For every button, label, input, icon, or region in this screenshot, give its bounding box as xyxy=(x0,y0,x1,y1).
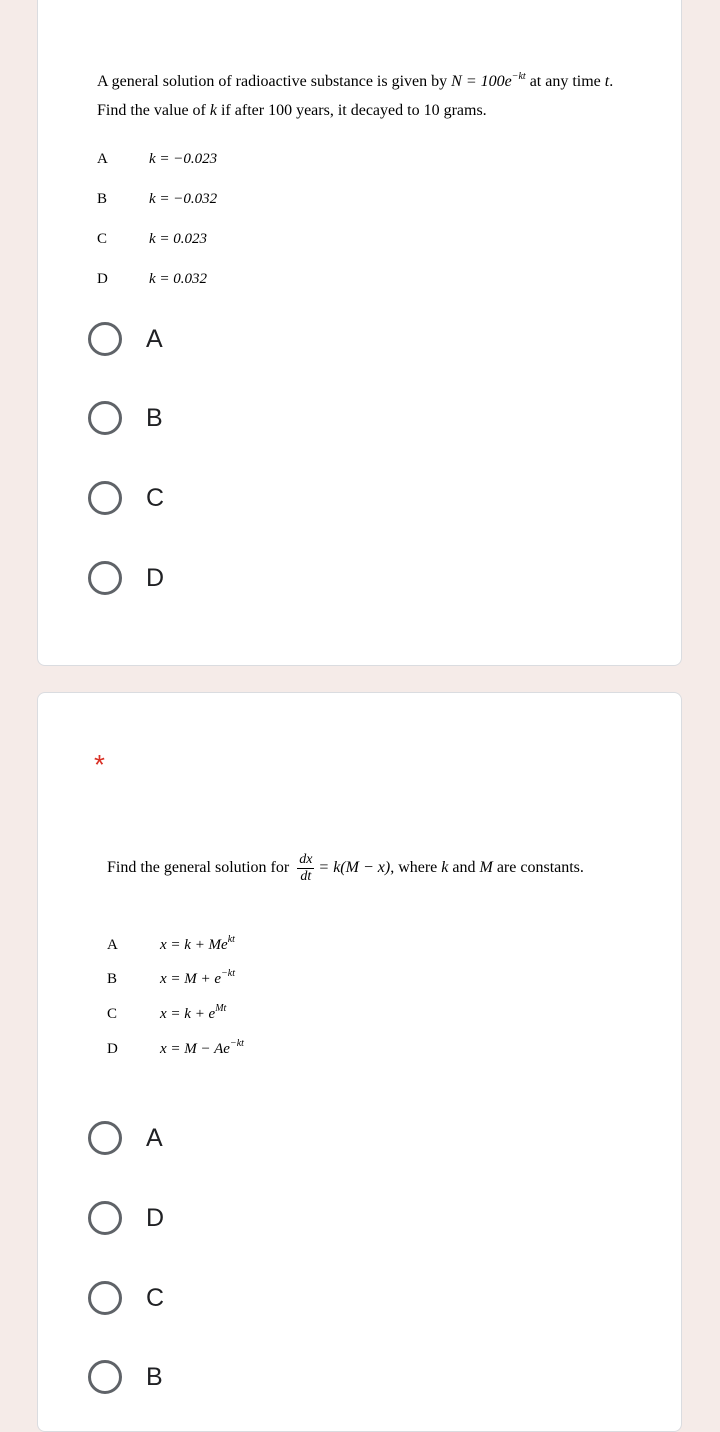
required-asterisk: * xyxy=(94,749,105,780)
radio-button-icon[interactable] xyxy=(88,1360,122,1394)
radio-button-icon[interactable] xyxy=(88,561,122,595)
radio-option-c[interactable]: C xyxy=(88,1278,288,1318)
radio-option-c[interactable]: C xyxy=(88,478,288,518)
radio-button-icon[interactable] xyxy=(88,1201,122,1235)
radio-button-icon[interactable] xyxy=(88,1281,122,1315)
question-card-1: A general solution of radioactive substance is given by $N = 100e^{-kt}$ at any time t. Find the value of k if after 100 years, it decayed to 10 grams. A k = −0.023 B k = −0.032 C k = 0.023 D k = 0.032 A B C D xyxy=(37,0,682,666)
derivative-fraction: $\frac{dx}{dt}$ xyxy=(299,851,313,884)
radio-option-a[interactable]: A xyxy=(88,1118,288,1158)
question-2-stem: Find the general solution for $\frac{dx}{dt}$ = k(M − x), where k and M are constants. xyxy=(107,851,584,884)
radio-button-icon[interactable] xyxy=(88,401,122,435)
radio-option-d[interactable]: D xyxy=(88,1198,288,1238)
radio-button-icon[interactable] xyxy=(88,1121,122,1155)
radio-option-b[interactable]: B xyxy=(88,398,288,438)
question-1-stem-line-1: A general solution of radioactive substance is given by $N = 100e^{-kt}$ at any time t. xyxy=(97,71,614,90)
radio-button-icon[interactable] xyxy=(88,481,122,515)
radio-option-b[interactable]: B xyxy=(88,1357,288,1397)
radio-button-icon[interactable] xyxy=(88,322,122,356)
radio-option-a[interactable]: A xyxy=(88,319,288,359)
radio-option-d[interactable]: D xyxy=(88,558,288,598)
question-card-2: * Find the general solution for $\frac{dx}{dt}$ = k(M − x), where k and M are constants. A $x = k + Me^{kt}$ B $x = M + e^{-kt}$ C $x = k + e^{Mt}$ D $x = M - Ae^{-kt}$ A D C B xyxy=(37,692,682,1432)
question-1-stem-line-2: Find the value of k if after 100 years, it decayed to 10 grams. xyxy=(97,102,487,119)
